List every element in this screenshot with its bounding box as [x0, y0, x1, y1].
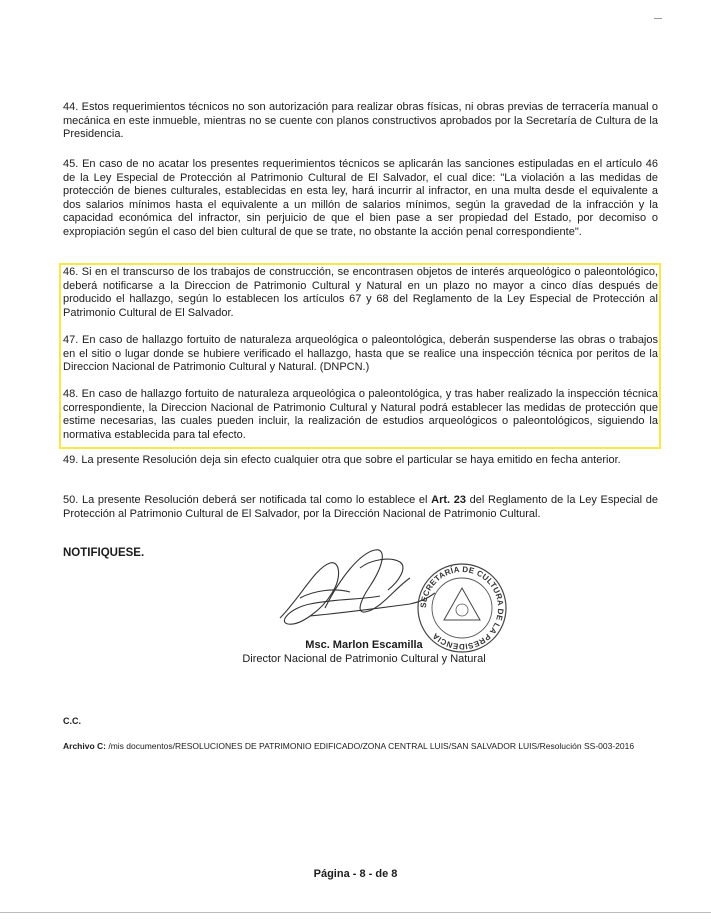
page-number: Página - 8 - de 8 — [313, 868, 398, 880]
paragraph-48: 48. En caso de hallazgo fortuito de naturaleza arqueológica o paleontológica, y tras haber realizado la inspección técnica correspondiente, la Direccion Nacional de Patrimonio Cultural y Natural podrá establecer las medidas de protección que estime necesarias, las cuales pueden incluir, la realización de estudios arqueológicos o paleontológicos, siguiendo la normativa establecida para tal efecto. — [63, 388, 658, 441]
signature-graphic — [270, 538, 440, 638]
signer-title: Director Nacional de Patrimonio Cultural y Natural — [242, 653, 486, 665]
paragraph-46: 46. Si en el transcurso de los trabajos de construcción, se encontrasen objetos de interés arqueológico o paleontológico, deberá notificarse a la Direccion de Patrimonio Cultural y Natural en un plazo no mayor a cinco días después de producido el hallazgo, según lo establecen los artículos 67 y 68 del Reglamento de la Ley Especial de Protección al Patrimonio Cultural de El Salvador. — [63, 266, 658, 319]
paragraph-50-text-a: 50. La presente Resolución deberá ser notificada tal como lo establece el — [63, 494, 432, 506]
article-reference: Art. 23 — [431, 494, 466, 506]
archive-path — [63, 741, 663, 752]
page-edge-line — [0, 912, 711, 913]
paragraph-49: 49. La presente Resolución deja sin efecto cualquier otra que sobre el particular se haya emitido en fecha anterior. — [63, 454, 621, 466]
archive-path-text: /mis documentos/RESOLUCIONES DE PATRIMONIO EDIFICADO/ZONA CENTRAL LUIS/SAN SALVADOR LUIS/Resolución SS-003-2016 — [105, 741, 635, 751]
signer-block — [214, 638, 514, 666]
signer-name: Msc. Marlon Escamilla — [305, 639, 423, 651]
paragraph-44: 44. Estos requerimientos técnicos no son autorización para realizar obras físicas, ni obras previas de terracería manual o mecánica en este inmueble, mientras no se cuente con planos constructivos aprobados por la Secretaría de Cultura de la Presidencia. — [63, 101, 658, 141]
archive-label: Archivo C: — [63, 741, 106, 751]
scan-mark — [654, 18, 662, 19]
paragraph-50 — [63, 494, 658, 521]
cc-label: C.C. — [63, 716, 81, 726]
paragraph-50-text-b: del Reglamento de la Ley Especial de Protección al Patrimonio Cultural de El Salvador, por la Dirección Nacional de Patrimonio Cultural. — [63, 494, 658, 520]
paragraph-45: 45. En caso de no acatar los presentes requerimientos técnicos se aplicarán las sanciones estipuladas en el artículo 46 de la Ley Especial de Protección al Patrimonio Cultural de El Salvador, el cual dice: "La violación a las medidas de protección de bienes culturales, establecidas en esta ley, hará incurrir al infractor, en una multa desde el equivalente a dos salarios mínimos hasta el equivalente a un millón de salarios mínimos, según la gravedad de la infracción y la capacidad económica del infractor, sin perjuicio de que el bien pase a ser propiedad del Estado, por decomiso o expropiación según el caso del bien cultural de que se trate, no obstante la acción penal correspondiente". — [63, 158, 658, 238]
seal-text: SECRETARÍA DE CULTURA DE LA PRESIDENCIA — [418, 564, 506, 652]
paragraph-47: 47. En caso de hallazgo fortuito de naturaleza arqueológica o paleontológica, deberán suspenderse las obras o trabajos en el sitio o lugar donde se hubiere verificado el hallazgo, hasta que se realice una inspección técnica por peritos de la Direccion Nacional de Patrimonio Cultural y Natural. (DNPCN.) — [63, 334, 658, 374]
notify-heading: NOTIFIQUESE. — [63, 547, 145, 559]
